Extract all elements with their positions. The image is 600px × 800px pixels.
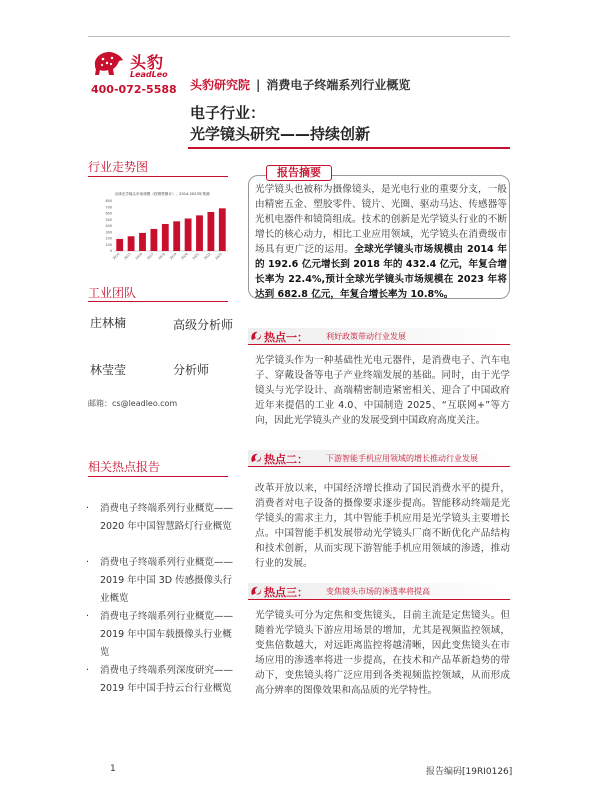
hotspot-subtitle: 利好政策带动行业发展 [326,332,406,341]
analyst-name: 林莹莹 [90,363,127,377]
brand-logo[interactable] [92,48,172,80]
leopard-logo-icon [92,48,126,78]
hotspot-header [248,583,510,599]
summary-body: 光学镜头也被称为摄像镜头，是光电行业的重要分支，一般由精密五金、塑胶零件、镜片、光圈、驱动马达、传感器等光机电器件和镜筒组成。技术的创新是光学镜头行业的不断增长的核心动力，相比工业应用领域，光学镜头在消费级市场具有更广泛的运用。 [255,184,507,255]
chart-bar [207,212,214,251]
hotspot-rule [248,344,510,345]
related-report-item[interactable] [86,554,238,608]
analyst-role: 高级分析师 [173,318,234,332]
chart-bar [116,239,123,251]
chart-bar [173,221,180,251]
chart-y-tick: 800 [105,199,112,204]
trend-heading: 行业走势图 [88,160,149,174]
series-name: 消费电子终端系列行业概览 [266,78,411,92]
chart-bar [139,233,146,251]
chart-y-tick: 600 [105,211,112,216]
related-report-item[interactable] [86,662,238,698]
phone-number: 400-072-5588 [91,83,177,96]
header-divider: | [256,78,261,92]
hotspot-header [248,450,510,466]
chart-x-tick: 2014 [111,251,121,261]
trend-rule [88,176,228,177]
chart-y-tick: 400 [105,224,112,229]
chart-x-tick: 2021 [191,251,201,261]
bullet-icon: · [86,557,90,568]
hotspot-paragraph: 光学镜头作为一种基础性光电元器件，是消费电子、汽车电子、穿戴设备等电子产业终端发展的基础。同时，由于光学镜头与光学设计、高端精密制造紧密相关、迎合了中国政府近年来提倡的工业 4.0、中国制造 2025、“互联网+”等方向，因此光学镜头产业的发展受到中国政府高度关注。 [255,355,510,426]
bullet-icon: · [86,503,90,514]
contact-email[interactable]: 邮箱：cs@leadleo.com [88,399,178,408]
chart-y-tick: 200 [105,236,112,241]
chart-x-tick: 2022 [203,251,212,261]
chart-y-tick: 700 [105,205,112,210]
chart-x-tick: 2020 [180,251,189,261]
page-title-line2: 光学镜头研究——持续创新 [190,125,371,143]
chart-x-tick: 2016 [134,251,144,261]
hotspot-label: 热点三： [264,586,308,599]
chart-y-tick: 100 [105,242,112,247]
hotspot-label: 热点二： [264,453,308,466]
hotspot-rule [248,466,510,467]
chart-bar [150,229,157,251]
team-heading: 工业团队 [88,286,137,300]
hotspot-swirl-icon [250,585,262,597]
chart-bar [162,224,169,251]
analyst-name: 庄林楠 [90,316,127,330]
chart-bar [196,215,203,251]
hotspot-paragraph: 改革开放以来，中国经济增长推动了国民消费水平的提升，消费者对电子设备的摄像要求逐步提高。智能移动终端是光学镜头的需求主力，其中智能手机应用是光学镜头主要增长点。中国智能手机发展带动光学镜头厂商不断优化产品结构和技术创新，从而实现下游智能手机应用领域的渗透，推动行业的发展。 [255,483,510,569]
bullet-icon: · [86,665,90,676]
title-rule [188,147,510,149]
hotspot-subtitle: 下游智能手机应用领域的增长推动行业发展 [326,454,478,463]
chart-x-tick: 2023 [214,251,224,261]
related-report-link[interactable]: 消费电子终端系列深度研究——2019 年中国手持云台行业概览 [100,665,234,694]
report-code: 报告编码[19RI0126] [426,767,513,777]
chart-bar [128,236,135,251]
chart-x-tick: 2019 [168,251,178,261]
hotspot-swirl-icon [250,452,262,464]
summary-tab: 报告摘要 [266,165,332,181]
logo-cn-text: 头豹 [130,53,165,72]
page-number: 1 [110,764,116,774]
hotspot-subtitle: 变焦镜头市场的渗透率将提高 [326,587,430,596]
institute-name: 头豹研究院 [190,78,251,92]
related-heading: 相关热点报告 [88,460,161,474]
chart-x-tick: 2018 [157,251,167,261]
chart-title: 全球光学镜头市场规模（按销售额计），2014-2023年预测 [114,192,210,196]
chart-bar [219,208,226,251]
chart-x-tick: 2017 [146,251,155,261]
chart-y-tick: 500 [105,217,112,222]
chart-x-tick: 2015 [123,251,132,261]
summary-text [255,182,507,302]
series-line [190,76,410,93]
market-size-chart [88,187,236,261]
hotspot-swirl-icon [250,330,262,342]
related-report-link[interactable]: 消费电子终端系列行业概览——2019 年中国 3D 传感摄像头行业概览 [100,557,234,604]
related-report-link[interactable]: 消费电子终端系列行业概览——2019 年中国车载摄像头行业概览 [100,611,234,658]
bullet-icon: · [86,611,90,622]
hotspot-label: 热点一： [264,331,308,344]
chart-y-tick: 300 [105,230,112,235]
related-rule [88,476,228,477]
related-report-link[interactable]: 消费电子终端系列行业概览——2020 年中国智慧路灯行业概览 [100,503,234,532]
logo-en-text: LeadLeo [130,70,168,79]
analyst-role: 分析师 [173,363,210,377]
team-rule [88,301,228,302]
hotspot-paragraph: 光学镜头可分为定焦和变焦镜头，目前主流是定焦镜头。但随着光学镜头下游应用场景的增加，尤其是视频监控领域，变焦倍数越大，对远距离监控将越清晰，因此变焦镜头在市场应用的渗透率将进一步提高，在技术和产品革新趋势的带动下，变焦镜头将广泛应用到各类视频监控领域，从而形成高分辨率的图像效果和高品质的光学特性。 [255,610,510,696]
summary-highlight: 全球光学镜头市场规模由 2014 年的 192.6 亿元增长到 2018 年的 432.4 亿元，年复合增长率为 22.4%,预计全球光学镜头市场规模在 2023 年将达到 682.8 亿元，年复合增长率为 10.8%。 [255,244,507,300]
hotspot-rule [248,599,510,600]
chart-y-tick: 0 [109,249,112,254]
related-report-item[interactable] [86,608,238,662]
related-report-item[interactable] [86,500,238,536]
page-title-line1: 电子行业： [190,104,266,122]
hotspot-header [248,328,510,344]
chart-bar [185,219,192,252]
top-rule [88,36,510,37]
